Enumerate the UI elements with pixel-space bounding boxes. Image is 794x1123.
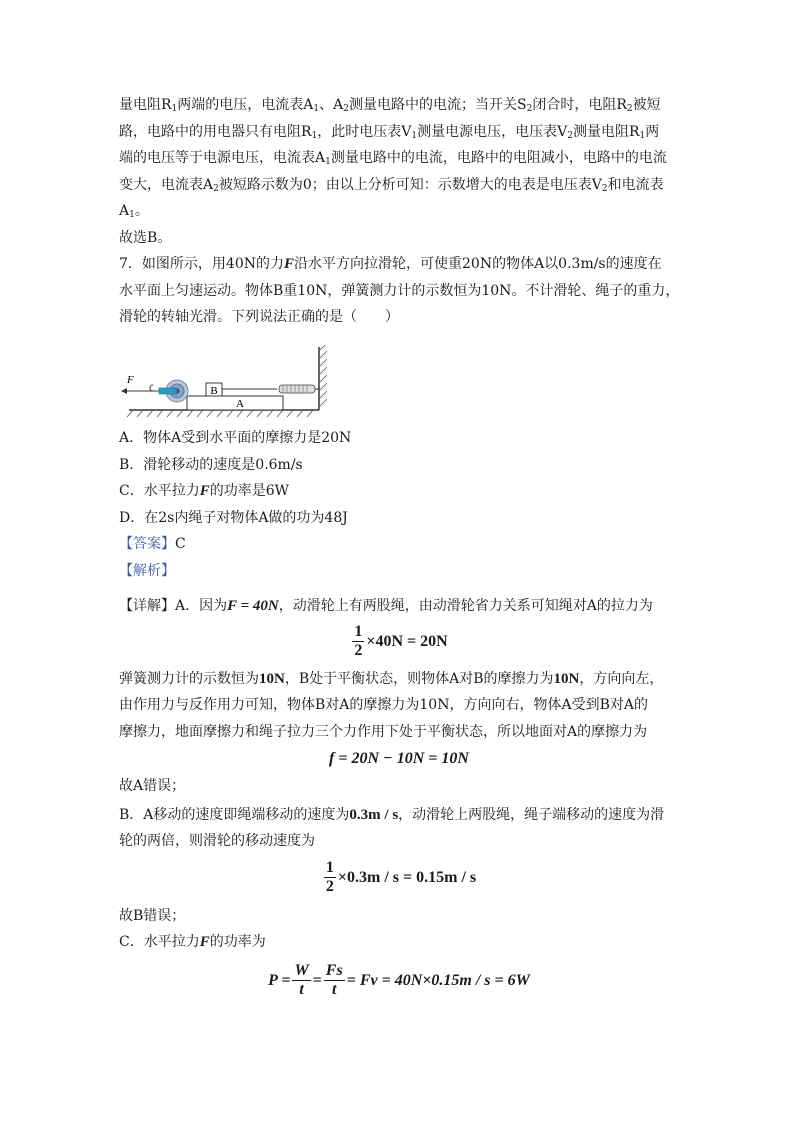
detail-line: 故B错误； [119, 907, 186, 924]
block-a [187, 396, 283, 410]
pulley-diagram [119, 345, 339, 420]
ground-hatching [127, 410, 313, 417]
text-line: $A_1$。 [119, 203, 149, 220]
equation-2: f = 20N − 10N = 10N [329, 750, 469, 767]
text-line: 变大，电流表$A_2$被短路示数为0；由以上分析可知：示数增大的电表是电压表$V_2$和电流表 [119, 176, 664, 194]
option-a: A．物体A受到水平面的摩擦力是20N [119, 430, 352, 446]
detail-line: 轮的两倍，则滑轮的移动速度为 [119, 833, 315, 849]
fraction: $\frac{1}{2}$ [354, 623, 363, 659]
question-line: 滑轮的转轴光滑。下列说法正确的是（ ） [119, 309, 399, 325]
analysis-heading: 【解析】 [119, 562, 175, 579]
option-b: B．滑轮移动的速度是0.6m/s [119, 456, 303, 473]
block-b-label: B [210, 385, 218, 397]
previous-solution-text [119, 92, 679, 331]
fraction: $\frac{1}{2}$ [325, 859, 334, 895]
detail-line: 【详解】A．因为F = 40N，动滑轮上有两股绳，由动滑轮省力关系可知绳对A的拉力为 [119, 598, 653, 614]
text-line: 路，电路中的用电器只有电阻$R_1$，此时电压表$V_1$测量电源电压，电压表$V_2$测量电阻$R_1$两 [119, 123, 660, 141]
force-label: F [127, 374, 134, 386]
equation-1: $\frac{1}{2}$ ×40N = 20N [354, 623, 448, 659]
block-a-label: A [236, 398, 244, 410]
option-c: C．水平拉力F的功率是6W [119, 483, 290, 499]
question-line: 7．如图所示，用40N的力F沿水平方向拉滑轮，可使重20N的物体A以0.3m/s的速度在 [119, 256, 662, 272]
detail-line: 故A错误； [119, 778, 186, 794]
fraction: $\frac{Fs}{t}$ [325, 962, 343, 998]
equation-3: $\frac{1}{2}$ ×0.3m / s = 0.15m / s [325, 859, 477, 895]
fraction: $\frac{W}{t}$ [294, 962, 309, 998]
detail-line: C．水平拉力F的功率为 [119, 934, 266, 950]
question-line: 水平面上匀速运动。物体B重10N，弹簧测力计的示数恒为10N。不计滑轮、绳子的重力， [119, 282, 680, 299]
text-line: 端的电压等于电源电压，电流表$A_1$测量电路中的电流，电路中的电阻减小，电路中的电流 [119, 150, 667, 167]
detail-block [119, 593, 679, 1006]
option-d: D．在2s内绳子对物体A做的功为48J [119, 509, 348, 526]
answer-line: 【答案】C [119, 536, 186, 552]
text-line: 量电阻$R_1$两端的电压，电流表$A_1$、$A_2$测量电路中的电流；当开关$S_2$闭合时，电阻$R_2$被短 [119, 97, 661, 114]
equation-4: P = $\frac{W}{t}$ = $\frac{Fs}{t}$ = Fv = 40N×0.15m / s = 6W [268, 962, 530, 998]
pulley-frame [159, 388, 177, 394]
force-arrow-head [121, 388, 127, 394]
detail-line: B．A移动的速度即绳端移动的速度为0.3m / s，动滑轮上两股绳，绳子端移动的速度为滑 [119, 806, 665, 823]
wall-hatching [319, 345, 327, 407]
hook-icon [150, 385, 159, 391]
text-line: 故选B。 [119, 229, 172, 246]
detail-line: 摩擦力，地面摩擦力和绳子拉力三个力作用下处于平衡状态，所以地面对A的摩擦力为 [119, 723, 648, 740]
options-block [119, 425, 679, 584]
detail-line: 弹簧测力计的示数恒为10N，B处于平衡状态，则物体A对B的摩擦力为10N，方向向左， [119, 670, 664, 687]
detail-line: 由作用力与反作用力可知，物体B对A的摩擦力为10N，方向向右，物体A受到B对A的 [119, 697, 648, 713]
spring-scale [279, 385, 315, 393]
